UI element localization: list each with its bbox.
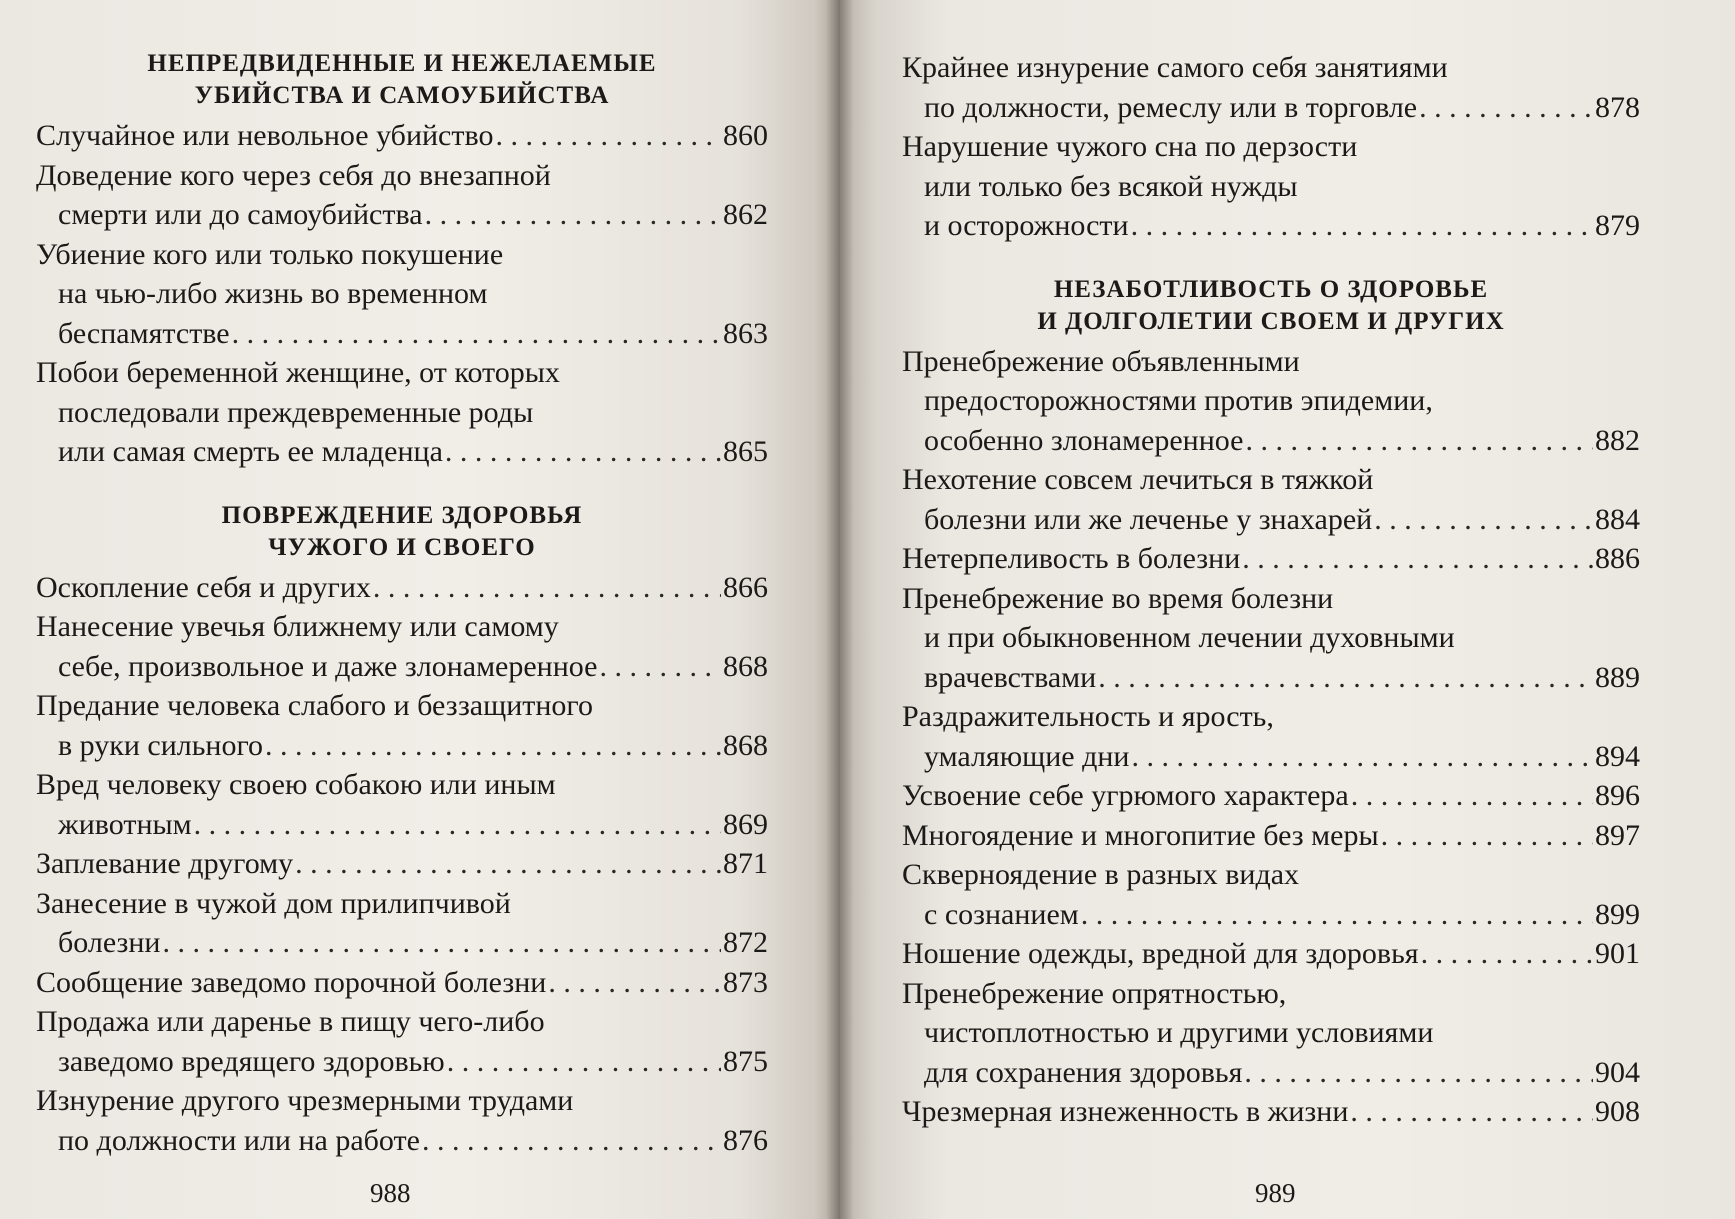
- entry-text-line: болезни или же леченье у знахарей: [924, 502, 1373, 536]
- entry-text-line: беспамятстве: [58, 316, 230, 350]
- toc-entry: [902, 855, 1640, 934]
- entry-last-line: [36, 647, 768, 687]
- entry-last-line: [902, 1092, 1640, 1132]
- entry-last-line: [36, 923, 768, 963]
- entry-text-line: по должности, ремеслу или в торговле: [924, 90, 1418, 124]
- entry-text-line: Нехотение совсем лечиться в тяжкой: [902, 463, 1374, 496]
- entry-text-line: заведомо вредящего здоровью: [58, 1044, 445, 1078]
- entry-page-number: 908: [1595, 1095, 1640, 1128]
- toc-entry: [902, 460, 1640, 539]
- entry-last-line: [36, 314, 768, 354]
- toc-entry: [36, 568, 768, 608]
- entry-last-line: [36, 726, 768, 766]
- toc-entry: [36, 1002, 768, 1081]
- dot-leader: [447, 1042, 721, 1082]
- toc-entry: [36, 1081, 768, 1160]
- toc-entry: [36, 963, 768, 1003]
- dot-leader: [1131, 206, 1593, 246]
- entry-text-line: Случайное или невольное убийство: [36, 119, 494, 152]
- dot-leader: [295, 844, 721, 884]
- right-page: [840, 0, 1735, 1219]
- toc-entry: [36, 884, 768, 963]
- entry-page-number: 904: [1595, 1055, 1640, 1089]
- entry-page-number: 899: [1595, 897, 1640, 931]
- entry-text-line: Доведение кого через себя до внезапной: [36, 158, 551, 192]
- entry-text-line: Нетерпеливость в болезни: [902, 542, 1241, 575]
- entry-text-line: Раздражительность и ярость,: [902, 700, 1274, 733]
- dot-leader: [1421, 934, 1593, 974]
- entry-text-line: себе, произвольное и даже злонамеренное: [58, 649, 598, 683]
- entry-text-line: Пренебрежение во время болезни: [902, 581, 1334, 615]
- entry-text-line: Нанесение увечья ближнему или самому: [36, 610, 559, 643]
- entry-last-line: [36, 844, 768, 884]
- entry-text-line: Многоядение и многопитие без меры: [902, 818, 1379, 852]
- entry-text-line: Оскопление себя и других: [36, 570, 371, 604]
- entry-page-number: 894: [1595, 739, 1640, 773]
- entry-page-number: 865: [723, 435, 768, 468]
- toc-entry: [902, 127, 1640, 246]
- entry-page-number: 875: [723, 1044, 768, 1078]
- entry-last-line: [36, 1121, 768, 1161]
- page-number: 988: [370, 1178, 411, 1208]
- toc-entry: [36, 607, 768, 686]
- section-title: [36, 48, 768, 112]
- entry-page-number: 866: [723, 570, 768, 604]
- entry-text-line: Усвоение себе угрюмого характера: [902, 779, 1349, 812]
- entry-page-number: 879: [1595, 209, 1640, 242]
- entry-text-line: особенно злонамеренное: [924, 423, 1244, 457]
- entry-page-number: 901: [1595, 937, 1640, 970]
- dot-leader: [425, 195, 721, 235]
- entry-last-line: [36, 963, 768, 1003]
- dot-leader: [194, 805, 721, 845]
- toc-entry: [902, 816, 1640, 856]
- entry-text-line: и осторожности: [924, 209, 1129, 242]
- entry-text-line: Занесение в чужой дом прилипчивой: [36, 886, 511, 920]
- toc-entry: [36, 116, 768, 156]
- entry-text-line: умаляющие дни: [924, 739, 1130, 773]
- entry-last-line: [902, 539, 1640, 579]
- dot-leader: [1419, 88, 1593, 128]
- entry-last-line: [902, 895, 1640, 935]
- entry-page-number: 889: [1595, 660, 1640, 694]
- entry-text-line: предосторожностями против эпидемии,: [924, 384, 1433, 417]
- entry-text-line: Нарушение чужого сна по дерзости: [902, 130, 1358, 163]
- entry-text-line: последовали преждевременные роды: [58, 395, 534, 429]
- section-title-line: НЕПРЕДВИДЕННЫЕ И НЕЖЕЛАЕМЫЕ: [147, 50, 657, 77]
- entry-page-number: 882: [1595, 423, 1640, 457]
- entry-text-line: Сообщение заведомо порочной болезни: [36, 965, 547, 999]
- entry-page-number: 878: [1595, 90, 1640, 124]
- toc-entry: [902, 342, 1640, 461]
- toc-entry: [902, 697, 1640, 776]
- dot-leader: [1351, 776, 1593, 816]
- left-page: [0, 0, 840, 1219]
- entry-last-line: [902, 934, 1640, 974]
- entry-last-line: [36, 195, 768, 235]
- entry-page-number: 884: [1595, 502, 1640, 536]
- entry-last-line: [902, 658, 1640, 698]
- entry-last-line: [902, 776, 1640, 816]
- entry-text-line: Пренебрежение опрятностью,: [902, 976, 1287, 1010]
- entry-last-line: [902, 206, 1640, 246]
- entry-text-line: по должности или на работе: [58, 1123, 420, 1157]
- toc-content: [36, 48, 768, 1160]
- dot-leader: [1350, 1092, 1593, 1132]
- entry-page-number: 896: [1595, 779, 1640, 812]
- entry-text-line: или только без всякой нужды: [924, 169, 1298, 203]
- dot-leader: [1081, 895, 1593, 935]
- entry-last-line: [902, 88, 1640, 128]
- toc-entry: [902, 579, 1640, 698]
- entry-last-line: [36, 805, 768, 845]
- toc-entry: [902, 1092, 1640, 1132]
- entry-text-line: Побои беременной женщине, от которых: [36, 356, 560, 389]
- entry-last-line: [902, 816, 1640, 856]
- section-title-line: ЧУЖОГО И СВОЕГО: [268, 533, 536, 561]
- dot-leader: [1381, 816, 1593, 856]
- dot-leader: [162, 923, 721, 963]
- entry-last-line: [36, 116, 768, 156]
- toc-entry: [36, 765, 768, 844]
- dot-leader: [495, 116, 721, 156]
- entry-last-line: [36, 432, 768, 472]
- dot-leader: [265, 726, 721, 766]
- toc-entry: [902, 776, 1640, 816]
- dot-leader: [599, 647, 721, 687]
- entry-text-line: Пренебрежение объявленными: [902, 344, 1300, 378]
- entry-page-number: 860: [723, 119, 768, 152]
- entry-text-line: Чрезмерная изнеженность в жизни: [902, 1095, 1349, 1128]
- entry-text-line: Скверноядение в разных видах: [902, 858, 1300, 891]
- entry-text-line: Крайнее изнурение самого себя занятиями: [902, 51, 1448, 84]
- dot-leader: [1242, 539, 1593, 579]
- entry-page-number: 868: [723, 649, 768, 683]
- dot-leader: [445, 432, 721, 472]
- entry-text-line: с сознанием: [924, 897, 1079, 931]
- entry-text-line: Вред человеку своею собакою или иным: [36, 768, 556, 801]
- dot-leader: [232, 314, 721, 354]
- section-title-line: УБИЙСТВА И САМОУБИЙСТВА: [194, 82, 610, 109]
- dot-leader: [1098, 658, 1593, 698]
- entry-page-number: 869: [723, 807, 768, 841]
- entry-page-number: 873: [723, 965, 768, 999]
- section-title: [902, 274, 1640, 338]
- dot-leader: [373, 568, 721, 608]
- entry-last-line: [902, 500, 1640, 540]
- section-title: [36, 500, 768, 564]
- entry-text-line: для сохранения здоровья: [924, 1055, 1243, 1089]
- dot-leader: [548, 963, 721, 1003]
- entry-last-line: [902, 737, 1640, 777]
- dot-leader: [1374, 500, 1593, 540]
- entry-text-line: или самая смерть ее младенца: [58, 435, 443, 468]
- toc-content: [902, 48, 1640, 1132]
- toc-entry: [36, 353, 768, 472]
- toc-entry: [36, 844, 768, 884]
- toc-entry: [36, 235, 768, 354]
- toc-entry: [902, 48, 1640, 127]
- entry-text-line: Убиение кого или только покушение: [36, 237, 504, 271]
- entry-text-line: и при обыкновенном лечении духовными: [924, 621, 1455, 654]
- toc-entry: [902, 539, 1640, 579]
- entry-text-line: смерти или до самоубийства: [58, 198, 423, 231]
- entry-text-line: животным: [58, 807, 192, 841]
- dot-leader: [1245, 421, 1593, 461]
- entry-last-line: [36, 1042, 768, 1082]
- toc-entry: [902, 974, 1640, 1093]
- entry-page-number: 886: [1595, 542, 1640, 575]
- entry-page-number: 872: [723, 926, 768, 959]
- entry-last-line: [902, 421, 1640, 461]
- entry-page-number: 862: [723, 198, 768, 231]
- entry-page-number: 871: [723, 847, 768, 880]
- entry-page-number: 876: [723, 1123, 768, 1157]
- entry-text-line: Продажа или даренье в пищу чего-либо: [36, 1005, 545, 1038]
- entry-page-number: 868: [723, 728, 768, 762]
- dot-leader: [1244, 1053, 1593, 1093]
- entry-text-line: в руки сильного: [58, 728, 264, 762]
- entry-page-number: 897: [1595, 818, 1640, 852]
- toc-entry: [902, 934, 1640, 974]
- entry-page-number: 863: [723, 316, 768, 350]
- entry-last-line: [36, 568, 768, 608]
- section-title-line: НЕЗАБОТЛИВОСТЬ О ЗДОРОВЬЕ: [1053, 275, 1489, 303]
- entry-text-line: Ношение одежды, вредной для здоровья: [902, 937, 1419, 970]
- entry-last-line: [902, 1053, 1640, 1093]
- entry-text-line: Предание человека слабого и беззащитного: [36, 689, 593, 722]
- section-title-line: И ДОЛГОЛЕТИИ СВОЕМ И ДРУГИХ: [1037, 307, 1505, 335]
- toc-entry: [36, 686, 768, 765]
- section-title-line: ПОВРЕЖДЕНИЕ ЗДОРОВЬЯ: [221, 501, 583, 529]
- entry-text-line: врачевствами: [924, 660, 1097, 694]
- entry-text-line: на чью-либо жизнь во временном: [58, 277, 488, 310]
- entry-text-line: болезни: [58, 926, 161, 959]
- toc-entry: [36, 156, 768, 235]
- entry-text-line: Изнурение другого чрезмерными трудами: [36, 1084, 574, 1117]
- dot-leader: [1132, 737, 1594, 777]
- page-number: 989: [1255, 1178, 1296, 1208]
- entry-text-line: чистоплотностью и другими условиями: [924, 1016, 1434, 1049]
- entry-text-line: Заплевание другому: [36, 847, 294, 880]
- dot-leader: [422, 1121, 721, 1161]
